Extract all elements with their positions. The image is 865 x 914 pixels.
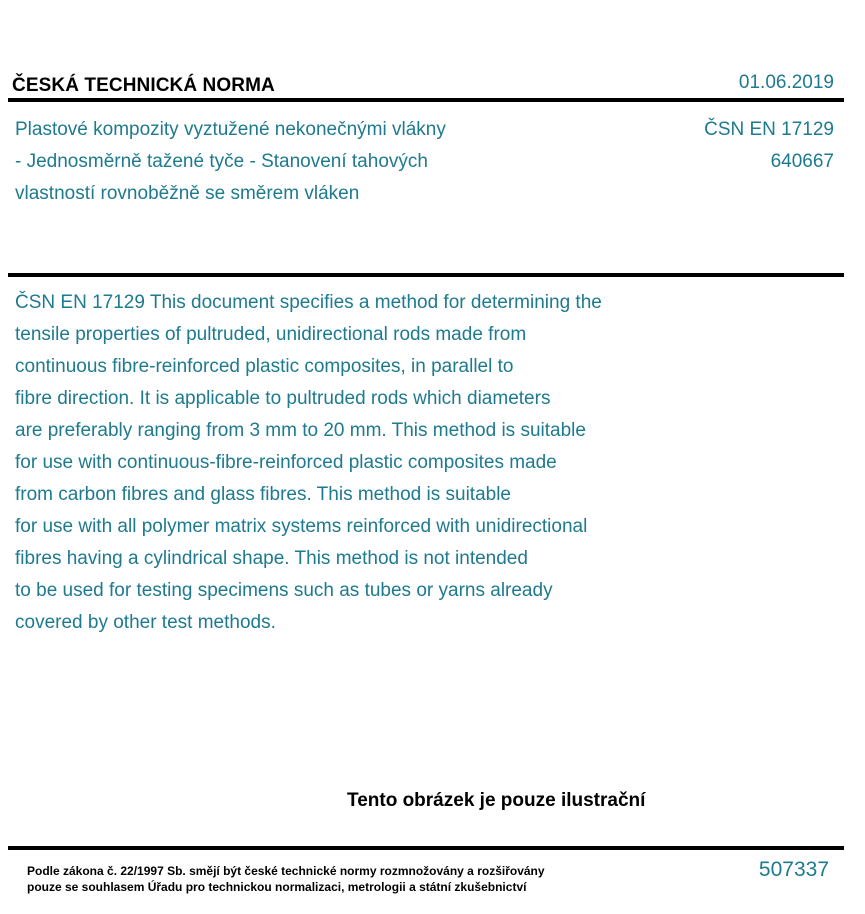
footer-divider	[8, 846, 844, 850]
standard-code: ČSN EN 17129	[704, 119, 834, 140]
standard-identifiers	[704, 114, 834, 178]
norm-type-heading: ČESKÁ TECHNICKÁ NORMA	[12, 75, 275, 96]
legal-notice-line: Podle zákona č. 22/1997 Sb. smějí být české technické normy rozmnožovány a rozšiřovány	[27, 864, 545, 878]
header-divider	[8, 98, 844, 102]
standard-title-line: - Jednosměrně tažené tyče - Stanovení tahových	[15, 151, 428, 172]
standard-title-line: Plastové kompozity vyztužené nekonečnými vlákny	[15, 119, 446, 140]
standard-title	[15, 114, 575, 210]
abstract-text: ČSN EN 17129 This document specifies a method for determining the tensile properties of pultruded, unidirectional rods made from continuous fibre-reinforced plastic composites, in parallel to fibre direction. It is applicable to pultruded rods which diameters are preferably ranging from 3 mm to 20 mm. This method is suitable for use with continuous-fibre-reinforced plastic composites made from carbon fibres and glass fibres. This method is suitable for use with all polymer matrix systems reinforced with unidirectional fibres having a cylindrical shape. This method is not intended to be used for testing specimens such as tubes or yarns already covered by other test methods.	[15, 292, 602, 633]
classification-number: 640667	[770, 151, 834, 172]
legal-notice-line: pouze se souhlasem Úřadu pro technickou normalizaci, metrologii a státní zkušebnictví	[27, 880, 527, 894]
standard-title-line: vlastností rovnoběžně se směrem vláken	[15, 183, 360, 204]
document-number: 507337	[758, 858, 829, 881]
legal-notice	[27, 863, 545, 895]
publication-date: 01.06.2019	[738, 72, 834, 93]
illustration-note: Tento obrázek je pouze ilustrační	[347, 790, 646, 811]
abstract-divider	[8, 273, 844, 277]
